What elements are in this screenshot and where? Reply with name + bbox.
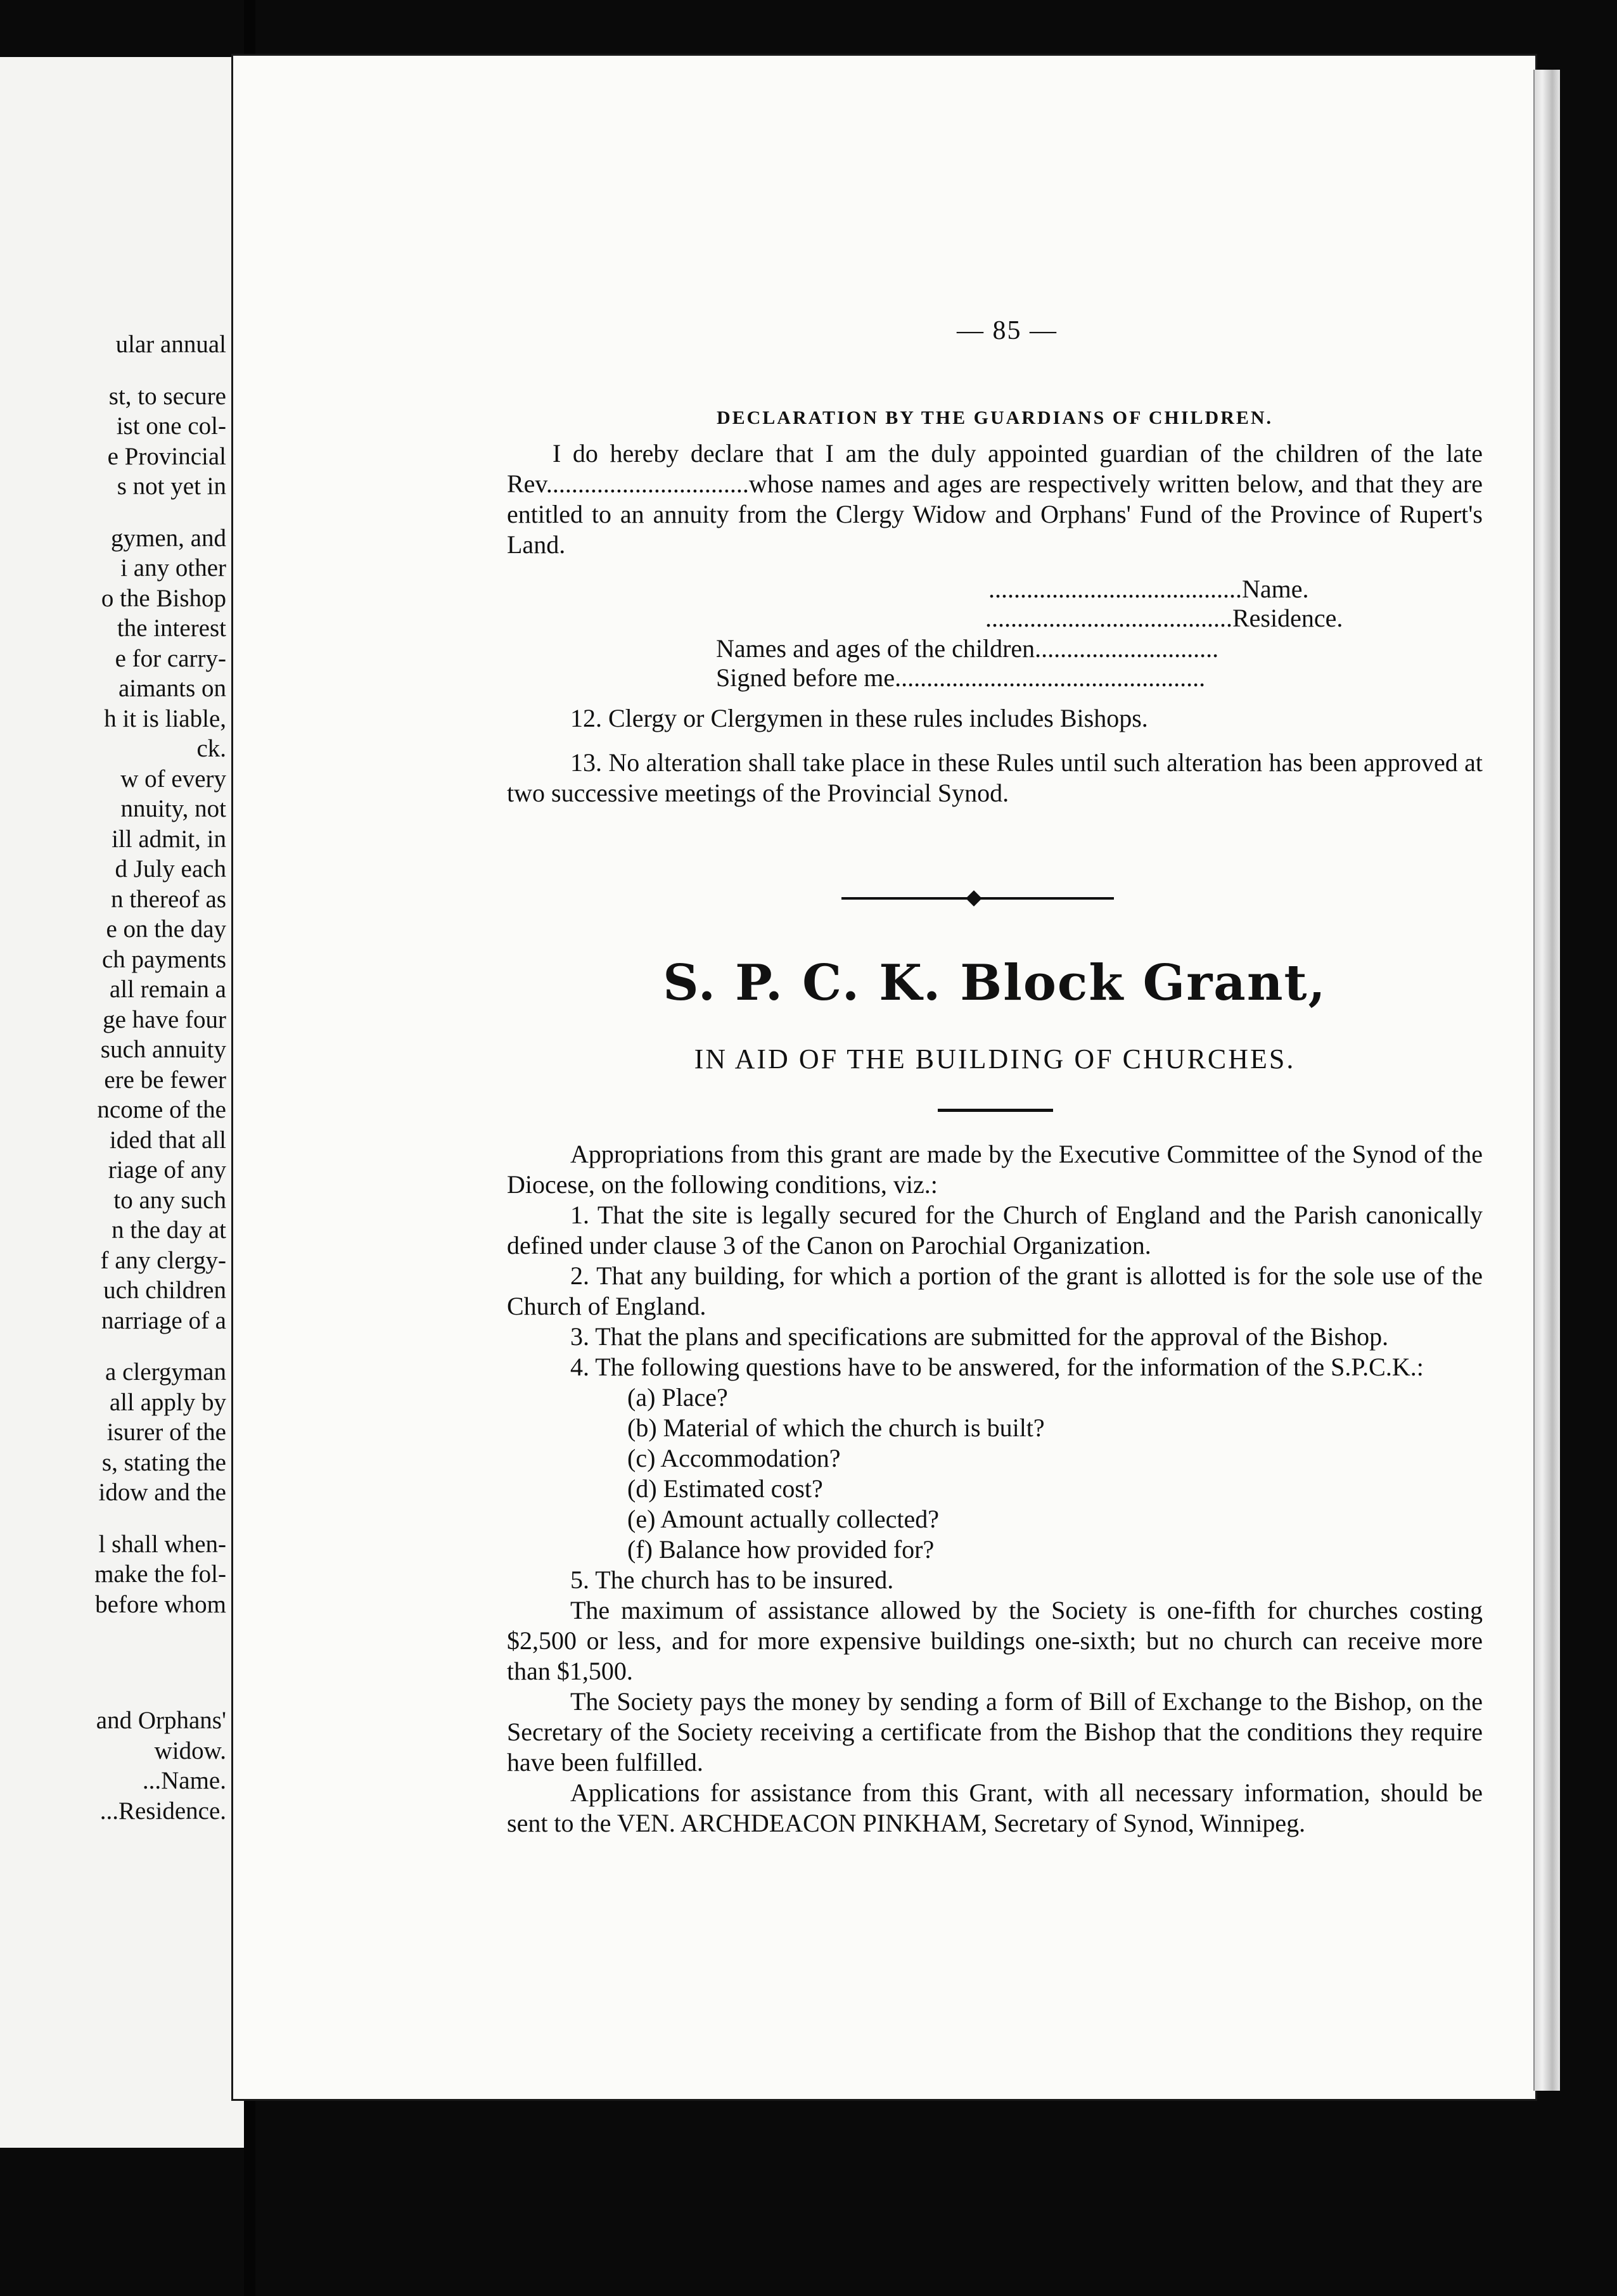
right-page <box>231 54 1537 2101</box>
left-page-text <box>94 329 226 1826</box>
left-page-line: gymen, and <box>111 524 226 552</box>
left-page-line: nnuity, not <box>120 795 226 822</box>
left-page-line: e Provincial <box>107 442 226 470</box>
left-page-line: ncome of the <box>97 1096 226 1123</box>
condition-3: 3. That the plans and specifications are submitted for the approval of the Bishop. <box>570 1322 1389 1351</box>
condition-2: 2. That any building, for which a portion of the grant is allotted is for the sole use of the Church of England. <box>507 1261 1483 1320</box>
left-page-line: s, stating the <box>101 1448 226 1476</box>
left-page-line: all remain a <box>109 976 226 1003</box>
left-page-line: i any other <box>120 554 226 582</box>
question-f: (f) Balance how provided for? <box>627 1535 935 1564</box>
left-page-line <box>94 1336 226 1357</box>
left-page-line: uch children <box>103 1277 226 1304</box>
left-page-line: w of every <box>120 765 226 793</box>
question-b: (b) Material of which the church is built? <box>627 1413 1045 1442</box>
signature-name-line: ........................................Name. <box>988 575 1309 603</box>
question-d: (d) Estimated cost? <box>627 1474 823 1503</box>
left-page-line: the interest <box>117 615 226 642</box>
heading-rule <box>938 1109 1053 1112</box>
condition-4: 4. The following questions have to be answered, for the information of the S.P.C.K.: <box>570 1353 1424 1381</box>
left-page-line: widow. <box>154 1737 226 1764</box>
left-page-line: h it is liable, <box>104 705 226 732</box>
left-page-line: f any clergy- <box>100 1246 226 1274</box>
condition-5: 5. The church has to be insured. <box>570 1566 894 1594</box>
question-a: (a) Place? <box>627 1383 728 1412</box>
left-page-line <box>94 1684 226 1706</box>
left-page-line <box>94 1508 226 1529</box>
left-page-line: l shall when- <box>98 1530 226 1558</box>
left-page-line: narriage of a <box>101 1306 226 1334</box>
left-page-line: before whom <box>95 1590 226 1618</box>
left-page-line: isurer of the <box>106 1419 226 1446</box>
left-facing-page <box>0 57 246 2148</box>
declaration-text: I do hereby declare that I am the duly appointed guardian of the children of the late Rev................................whose names and ages are respectively written below, and that they are entitled to an annuity from the Clergy Widow and Orphans' Fund of the Province of Rupert's Land. <box>507 439 1483 559</box>
signature-residence-line: .......................................Residence. <box>985 604 1343 632</box>
left-page-line: ...Residence. <box>99 1797 226 1825</box>
left-page-line: n thereof as <box>111 885 226 913</box>
left-page-line: ist one col- <box>116 412 226 440</box>
left-page-line: ck. <box>196 735 226 762</box>
left-page-line <box>94 1641 226 1662</box>
grant-body <box>507 1139 1483 1839</box>
left-page-line: make the fol- <box>94 1560 226 1588</box>
left-page-line: ch payments <box>101 945 226 973</box>
left-page-line: e on the day <box>106 915 226 943</box>
left-page-line: and Orphans' <box>96 1707 226 1734</box>
left-page-line: d July each <box>115 855 226 883</box>
left-page-line: ill admit, in <box>112 825 226 853</box>
left-page-line: ere be fewer <box>104 1066 226 1094</box>
left-page-line: s not yet in <box>117 473 226 500</box>
left-page-line: to any such <box>113 1186 226 1214</box>
left-page-line: st, to secure <box>108 382 226 410</box>
section-heading: S. P. C. K. Block Grant, <box>663 954 1327 1012</box>
children-names-line: Names and ages of the children............................. <box>716 634 1219 663</box>
declaration-title: DECLARATION BY THE GUARDIANS OF CHILDREN. <box>716 407 1274 428</box>
left-page-line <box>94 360 226 381</box>
left-page-line: e for carry- <box>115 644 226 672</box>
left-page-line: ge have four <box>103 1005 226 1033</box>
page-number: — 85 — <box>957 316 1058 345</box>
left-page-line: all apply by <box>109 1388 226 1416</box>
section-subheading: IN AID OF THE BUILDING OF CHURCHES. <box>694 1043 1296 1075</box>
left-page-line: such annuity <box>100 1036 226 1063</box>
condition-1: 1. That the site is legally secured for the Church of England and the Parish canonically defined under clause 3 of the Canon on Parochial Organization. <box>507 1201 1483 1260</box>
left-page-line: idow and the <box>98 1479 226 1506</box>
left-page-line: ...Name. <box>142 1767 226 1794</box>
left-page-line: o the Bishop <box>101 584 226 612</box>
declaration-body <box>507 438 1483 560</box>
intro-paragraph: Appropriations from this grant are made by the Executive Committee of the Synod of the Diocese, on the following conditions, viz.: <box>507 1140 1483 1199</box>
left-page-line: ular annual <box>115 331 226 358</box>
question-c: (c) Accommodation? <box>627 1444 841 1472</box>
maximum-paragraph: The maximum of assistance allowed by the Society is one-fifth for churches costing $2,500 or less, and for more expensive buildings one-sixth; but no church can receive more than $1,500. <box>507 1596 1483 1685</box>
left-page-line <box>94 1619 226 1641</box>
left-page-line <box>94 502 226 523</box>
left-page-line: aimants on <box>118 675 226 702</box>
left-page-line: riage of any <box>108 1156 226 1183</box>
left-page-line <box>94 1662 226 1684</box>
payment-paragraph: The Society pays the money by sending a form of Bill of Exchange to the Bishop, on the Secretary of the Society receiving a certificate from the Bishop that the conditions they require have been fulfilled. <box>507 1687 1483 1776</box>
rule-13: 13. No alteration shall take place in these Rules until such alteration has been approved at two successive meetings of the Provincial Synod. <box>507 748 1483 807</box>
left-page-line: ided that all <box>109 1126 226 1154</box>
rule-12: 12. Clergy or Clergymen in these rules includes Bishops. <box>570 704 1148 732</box>
signed-before-line: Signed before me................................................. <box>716 663 1206 692</box>
applications-paragraph: Applications for assistance from this Grant, with all necessary information, should be sent to the VEN. ARCHDEACON PINKHAM, Secretary of Synod, Winnipeg. <box>507 1778 1483 1837</box>
question-e: (e) Amount actually collected? <box>627 1505 940 1533</box>
left-page-line: n the day at <box>112 1216 226 1244</box>
page-edge-shadow <box>1533 70 1560 2091</box>
ornamental-divider <box>841 895 1115 902</box>
left-page-line: a clergyman <box>105 1358 226 1386</box>
